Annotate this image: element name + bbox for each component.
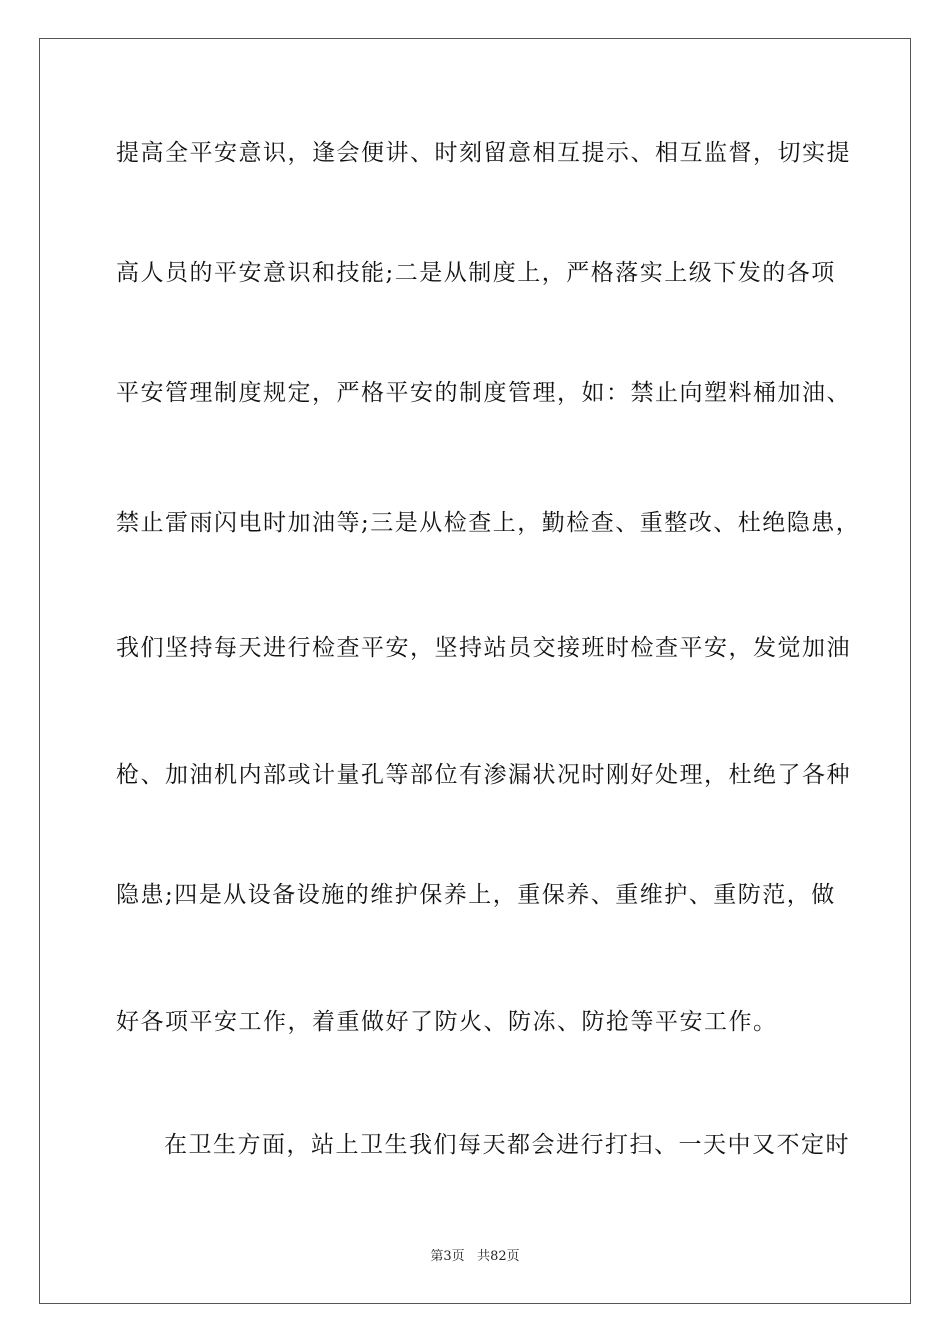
page-total: 共82页 xyxy=(477,1249,520,1264)
body-text-line-6: 枪、加油机内部或计量孔等部位有渗漏状况时刚好处理，杜绝了各种 xyxy=(116,762,851,788)
body-text-line-2: 高人员的平安意识和技能;二是从制度上，严格落实上级下发的各项 xyxy=(116,260,836,286)
body-text-line-8: 好各项平安工作，着重做好了防火、防冻、防抢等平安工作。 xyxy=(116,1009,778,1035)
body-text-line-7: 隐患;四是从设备设施的维护保养上，重保养、重维护、重防范，做 xyxy=(116,882,836,908)
page-footer xyxy=(0,1248,950,1266)
body-text-line-1: 提高全平安意识，逢会便讲、时刻留意相互提示、相互监督，切实提 xyxy=(116,140,851,166)
body-text-line-3: 平安管理制度规定，严格平安的制度管理，如：禁止向塑料桶加油、 xyxy=(116,380,851,406)
body-text-line-5: 我们坚持每天进行检查平安，坚持站员交接班时检查平安，发觉加油 xyxy=(116,635,851,661)
body-text-line-9: 在卫生方面，站上卫生我们每天都会进行打扫、一天中又不定时 xyxy=(164,1132,850,1158)
body-text-line-4: 禁止雷雨闪电时加油等;三是从检查上，勤检查、重整改、杜绝隐患， xyxy=(116,510,861,536)
page-frame xyxy=(39,38,911,1304)
page-number: 第3页 xyxy=(430,1249,465,1264)
